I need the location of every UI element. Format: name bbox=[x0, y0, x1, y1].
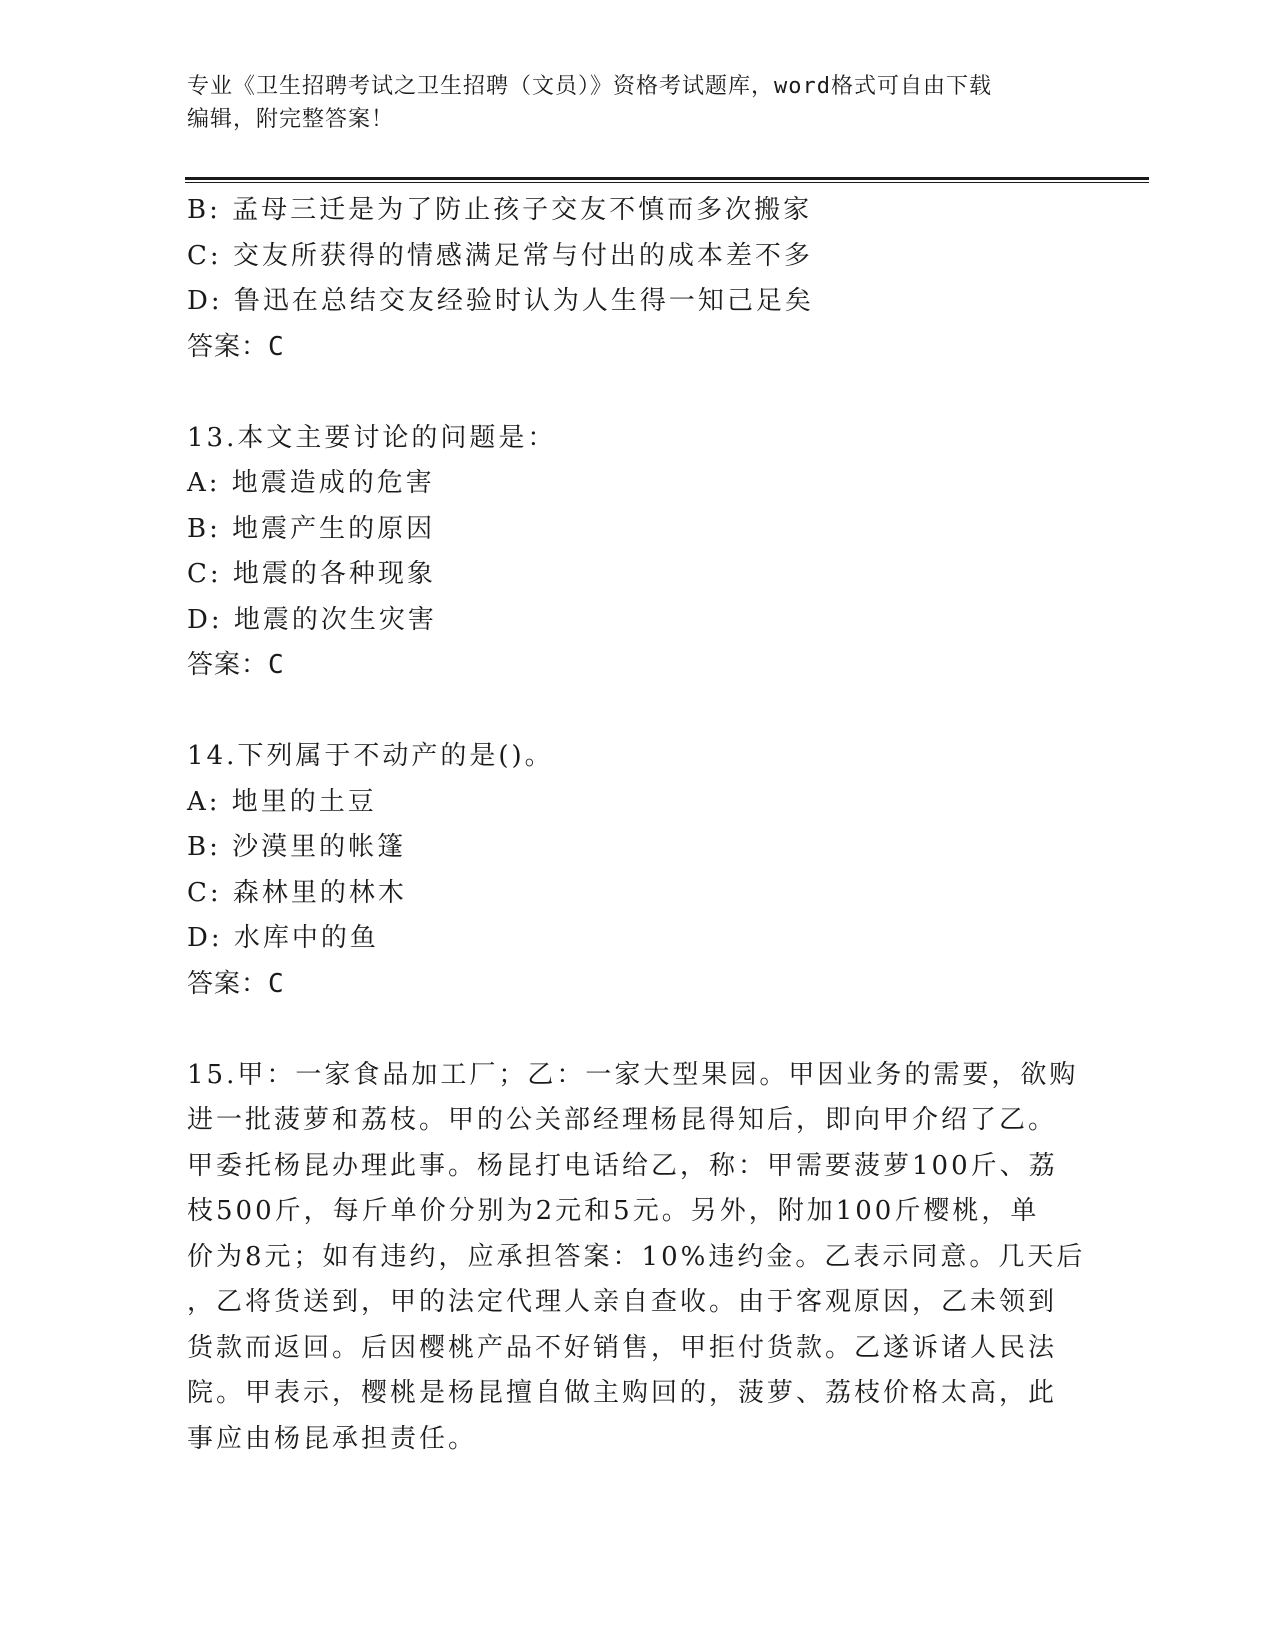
q13-option-a: A: 地震造成的危害 bbox=[187, 468, 435, 498]
header-rule-thick bbox=[185, 177, 1149, 180]
q14-option-c: C: 森林里的林木 bbox=[187, 877, 407, 908]
q15-stem-line: 进一批菠萝和荔枝。甲的公关部经理杨昆得知后，即向甲介绍了乙。 bbox=[187, 1105, 1058, 1135]
spacer bbox=[187, 689, 1087, 735]
q12-answer: 答案：C bbox=[187, 331, 285, 362]
q15-stem-line: 院。甲表示，樱桃是杨昆擅自做主购回的，菠萝、荔枝价格太高，此 bbox=[187, 1378, 1058, 1408]
question-15 bbox=[187, 1053, 1087, 1463]
header-line-2: 编辑，附完整答案！ bbox=[187, 107, 395, 132]
q13-answer: 答案：C bbox=[187, 650, 285, 680]
q15-stem-line: 价为8元；如有违约，应承担答案：10%违约金。乙表示同意。几天后 bbox=[187, 1241, 1086, 1272]
document-header bbox=[187, 70, 1067, 136]
question-14 bbox=[187, 734, 1087, 1007]
q15-stem-line: 枝500斤，每斤单价分别为2元和5元。另外，附加100斤樱桃，单 bbox=[187, 1196, 1040, 1226]
question-content bbox=[187, 188, 1087, 1462]
q13-option-d: D: 地震的次生灾害 bbox=[187, 604, 437, 635]
q13-stem: 13.本文主要讨论的问题是： bbox=[187, 422, 557, 453]
question-12-partial bbox=[187, 188, 1087, 370]
spacer bbox=[187, 370, 1087, 416]
q15-stem-line: ，乙将货送到，甲的法定代理人亲自查收。由于客观原因，乙未领到 bbox=[187, 1287, 1058, 1317]
q15-stem-line: 15.甲：一家食品加工厂；乙：一家大型果园。甲因业务的需要，欲购 bbox=[187, 1059, 1079, 1090]
q12-option-c: C: 交友所获得的情感满足常与付出的成本差不多 bbox=[187, 240, 813, 271]
q14-option-b: B: 沙漠里的帐篷 bbox=[187, 832, 407, 862]
question-13 bbox=[187, 416, 1087, 689]
header-line-1: 专业《卫生招聘考试之卫生招聘（文员）》资格考试题库，word格式可自由下载 bbox=[187, 74, 992, 99]
q13-option-c: C: 地震的各种现象 bbox=[187, 559, 436, 589]
q13-option-b: B: 地震产生的原因 bbox=[187, 513, 436, 544]
header-rule-thin bbox=[185, 182, 1149, 183]
q15-stem-line: 甲委托杨昆办理此事。杨昆打电话给乙，称：甲需要菠萝100斤、荔 bbox=[187, 1150, 1058, 1181]
q14-answer: 答案：C bbox=[187, 968, 285, 999]
q14-option-a: A: 地里的土豆 bbox=[187, 786, 377, 817]
q12-option-d: D: 鲁迅在总结交友经验时认为人生得一知己足矣 bbox=[187, 286, 814, 316]
q15-stem-line: 事应由杨昆承担责任。 bbox=[187, 1423, 478, 1454]
q12-option-b: B: 孟母三迁是为了防止孩子交友不慎而多次搬家 bbox=[187, 195, 813, 225]
q15-stem-line: 货款而返回。后因樱桃产品不好销售，甲拒付货款。乙遂诉诸人民法 bbox=[187, 1332, 1058, 1363]
q14-option-d: D: 水库中的鱼 bbox=[187, 923, 379, 953]
spacer bbox=[187, 1007, 1087, 1053]
q14-stem: 14.下列属于不动产的是()。 bbox=[187, 741, 554, 771]
